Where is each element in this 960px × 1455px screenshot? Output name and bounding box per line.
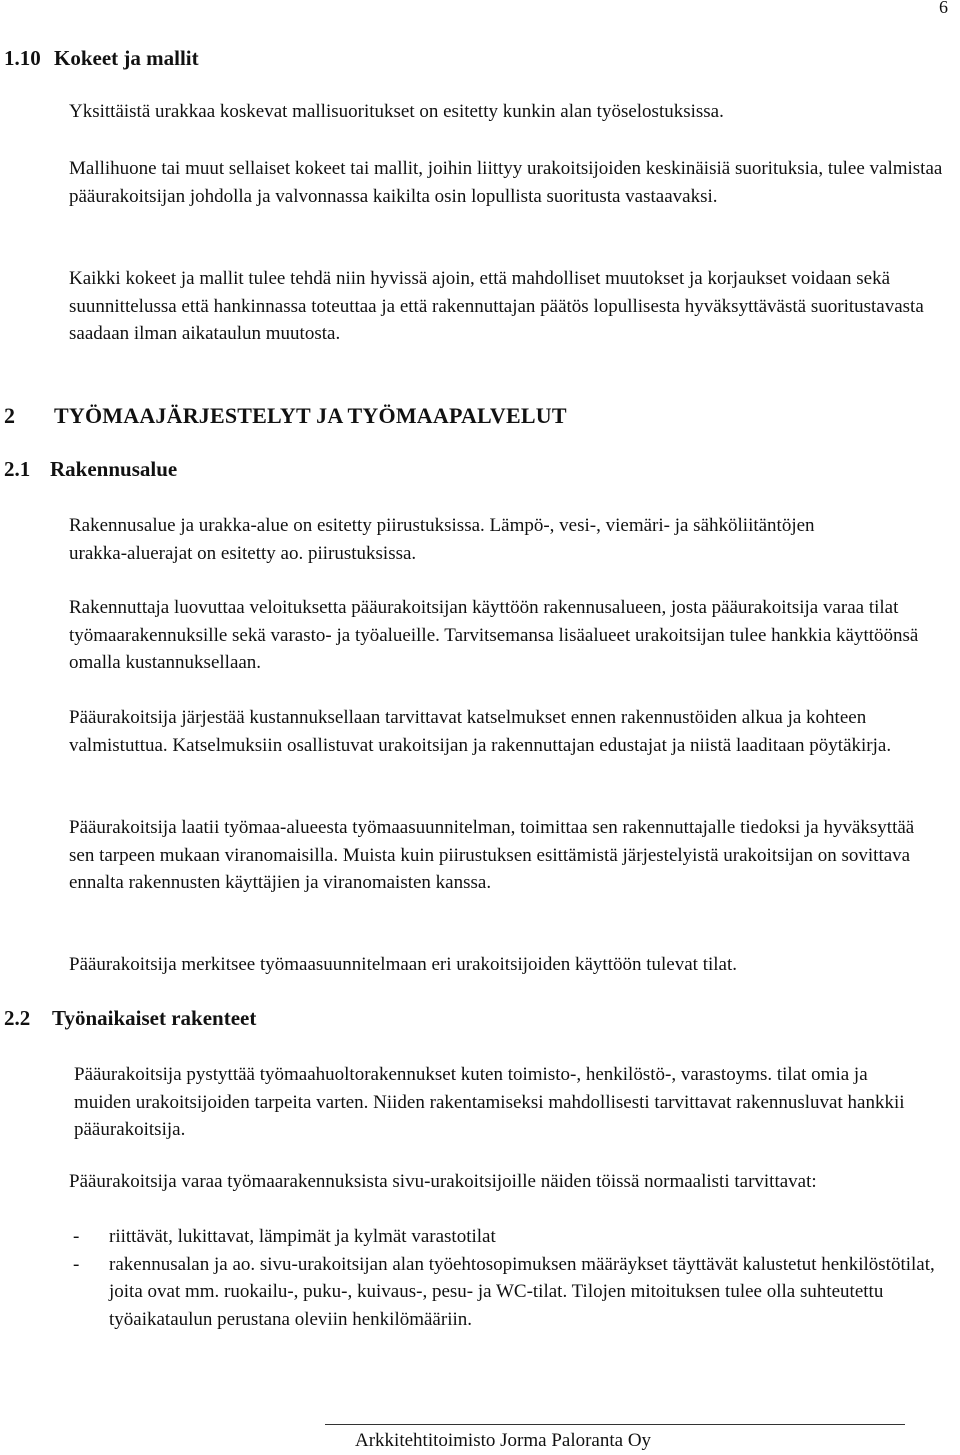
paragraph (69, 98, 954, 126)
section-title: Työnaikaiset rakenteet (52, 1006, 257, 1030)
paragraph (69, 814, 924, 897)
paragraph-text: Pääurakoitsija pystyttää työmaahuoltorakennukset kuten toimisto-, henkilöstö-, varastoyms. tilat omia ja muiden urakoitsijoiden tarpeita varten. Niiden rakentamiseksi mahdollisesti tarvittavat rakennusluvat hankkii pääurakoitsija. (74, 1064, 905, 1140)
paragraph-text: Pääurakoitsija järjestää kustannuksellaan tarvittavat katselmukset ennen rakennustöiden alkua ja kohteen valmistuttua. Katselmuksiin osallistuvat urakoitsijan ja rakennuttajan edustajat ja niistä laaditaan pöytäkirja. (69, 707, 892, 756)
page-number: 6 (939, 0, 948, 17)
paragraph (69, 265, 959, 348)
paragraph-text: Mallihuone tai muut sellaiset kokeet tai mallit, joihin liittyy urakoitsijoiden keskinäisiä suorituksia, tulee valmistaa pääurakoitsijan johdolla ja valvonnassa kaikilta osin lopullista suoritusta vastaavaksi. (69, 158, 943, 207)
paragraph (69, 1168, 909, 1196)
list-marker: - (73, 1253, 80, 1275)
paragraph (69, 512, 869, 567)
list-marker: - (73, 1226, 80, 1247)
paragraph-text: Kaikki kokeet ja mallit tulee tehdä niin hyvissä ajoin, että mahdolliset muutokset ja korjaukset voidaan sekä suunnittelussa että hankinnassa toteuttaa ja että rakennuttajan päätös lopullisesta hyväksyttävästä suoritustavasta saadaan ilman aikataulun muutosta. (69, 268, 924, 344)
section-title: Kokeet ja mallit (54, 46, 199, 70)
paragraph (69, 155, 949, 210)
section-number: 2.2 (4, 1006, 31, 1030)
section-heading-1-10 (4, 45, 199, 73)
chapter-title: TYÖMAAJÄRJESTELYT JA TYÖMAAPALVELUT (54, 403, 567, 428)
footer-company: Arkkitehtitoimisto Jorma Paloranta Oy (355, 1430, 652, 1451)
paragraph-text: Pääurakoitsija varaa työmaarakennuksista sivu-urakoitsijoille näiden töissä normaalisti tarvittavat: (69, 1171, 817, 1192)
paragraph-text: Rakennusalue ja urakka-alue on esitetty piirustuksissa. Lämpö-, vesi-, viemäri- ja sähköliitäntöjen urakka-aluerajat on esitetty ao. piirustuksissa. (69, 515, 815, 564)
paragraph (74, 1061, 924, 1144)
section-number: 1.10 (4, 46, 41, 70)
list-item-text: riittävät, lukittavat, lämpimät ja kylmät varastotilat (109, 1226, 496, 1247)
section-number: 2.1 (4, 457, 31, 481)
paragraph (69, 594, 939, 677)
paragraph (69, 951, 954, 979)
section-title: Rakennusalue (50, 457, 178, 481)
paragraph-text: Pääurakoitsija merkitsee työmaasuunnitelmaan eri urakoitsijoiden käyttöön tulevat tilat. (69, 954, 737, 975)
paragraph (69, 704, 919, 759)
paragraph-text: Pääurakoitsija laatii työmaa-alueesta työmaasuunnitelman, toimittaa sen rakennuttajalle tiedoksi ja hyväksyttää sen tarpeen mukaan viranomaisilla. Muista kuin piirustuksen esittämistä järjestelyistä urakoitsijan on sovittava ennalta rakennusten käyttäjien ja viranomaisten kanssa. (69, 817, 915, 893)
paragraph-text: Yksittäistä urakkaa koskevat mallisuoritukset on esitetty kunkin alan työselostuksissa. (69, 101, 724, 122)
section-heading-2-1 (4, 456, 177, 484)
chapter-heading-2 (4, 402, 567, 430)
requirements-list (69, 1223, 949, 1333)
chapter-number: 2 (4, 403, 16, 428)
list-item (69, 1223, 949, 1251)
paragraph-text: Rakennuttaja luovuttaa veloituksetta pääurakoitsijan käyttöön rakennusalueen, josta pääurakoitsija varaa tilat työmaarakennuksille sekä varasto- ja työalueille. Tarvitsemansa lisäalueet urakoitsijan tulee hankkia käyttöönsä omalla kustannuksellaan. (69, 597, 919, 673)
list-item-text: rakennusalan ja ao. sivu-urakoitsijan alan työehtosopimuksen määräykset täyttävät kalustetut henkilöstötilat, joita ovat mm. ruokailu-, puku-, kuivaus-, pesu- ja WC-tilat. Tilojen mitoituksen tulee olla suhteutettu työaikataulun perustana oleviin henkilömääriin. (109, 1253, 935, 1330)
footer-divider (325, 1424, 905, 1425)
section-heading-2-2 (4, 1005, 256, 1033)
list-item (69, 1251, 939, 1334)
